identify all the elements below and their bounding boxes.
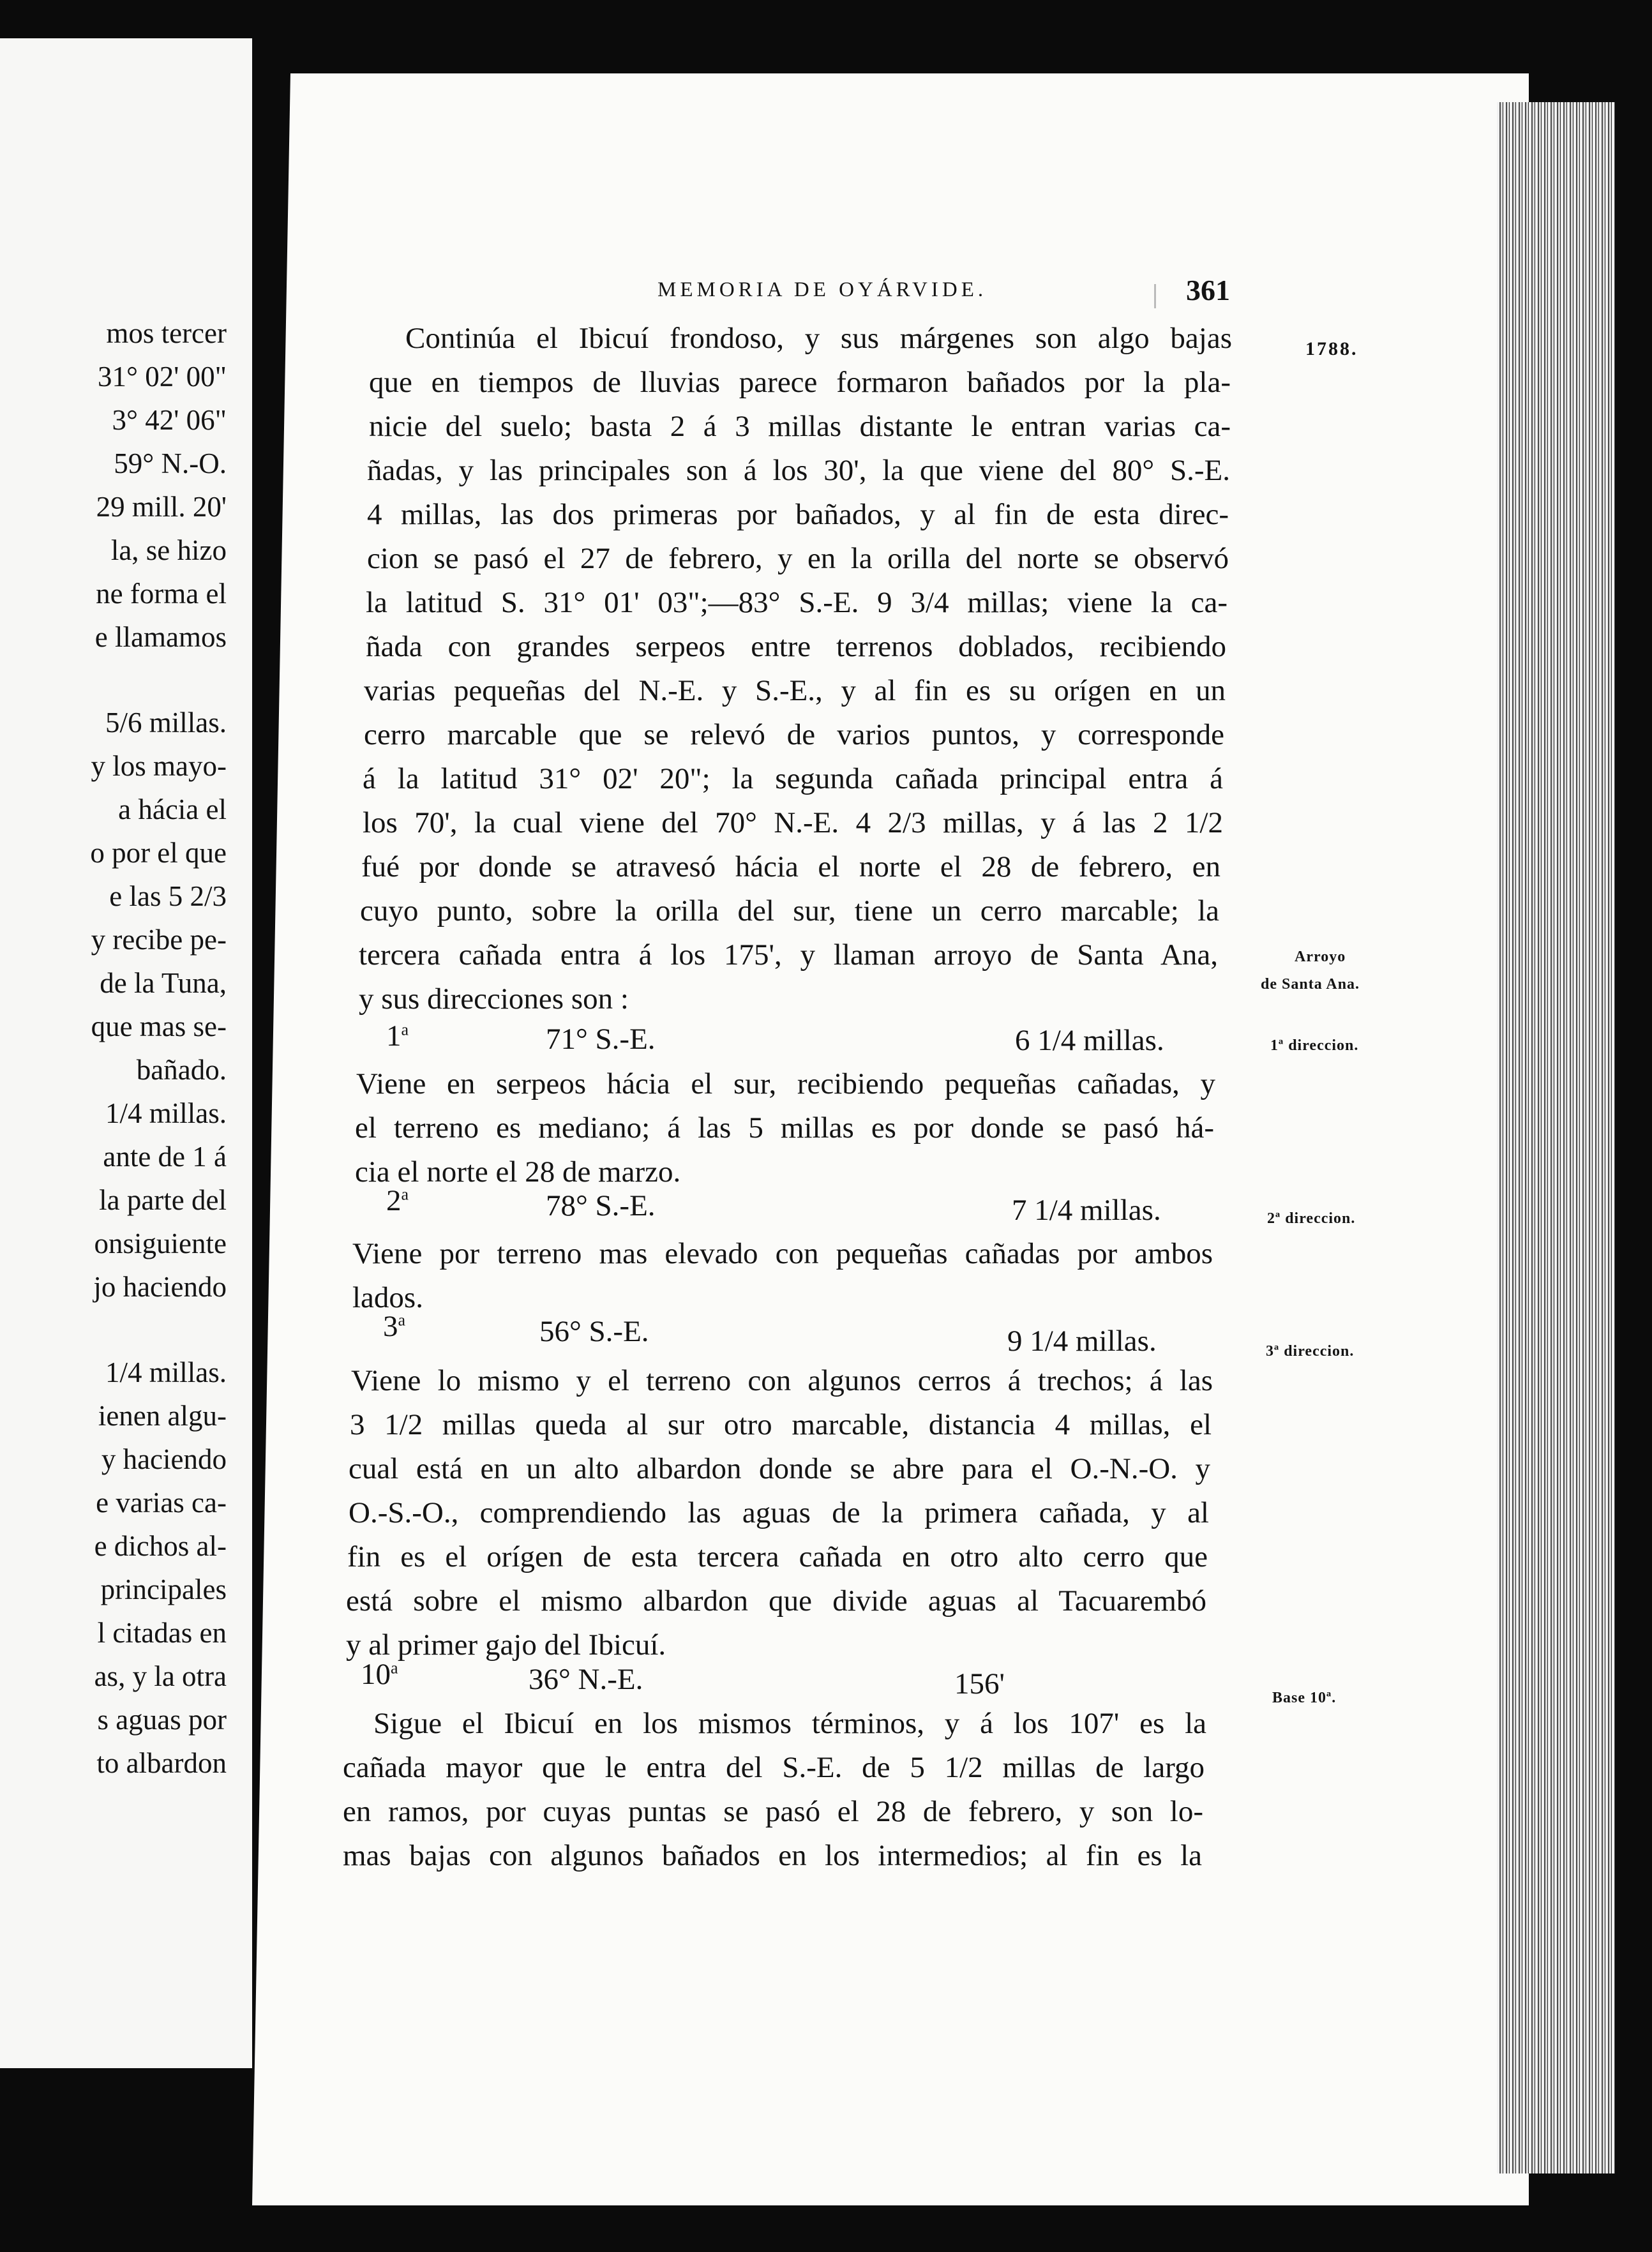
left-page-line: 3° 42' 06": [112, 404, 227, 436]
left-page-line: 5/6 millas.: [105, 707, 227, 739]
margin-year: 1788.: [1305, 338, 1358, 359]
text-line: mas bajas con algunos bañados en los intermedios; al fin es la: [343, 1839, 1202, 1872]
text-line: y al primer gajo del Ibicuí.: [346, 1628, 666, 1662]
text-line: cia el norte el 28 de marzo.: [355, 1155, 681, 1189]
margin-note-direccion-1: 1ª direccion.: [1270, 1037, 1359, 1054]
entry-bearing: 78° S.-E.: [546, 1189, 656, 1222]
facing-page-left: [0, 38, 252, 2068]
left-page-line: ante de 1 á: [103, 1141, 227, 1173]
left-page-line: as, y la otra: [94, 1660, 227, 1692]
text-line: á la latitud 31° 02' 20"; la segunda cañada principal entra á: [363, 762, 1223, 795]
left-page-line: ienen algu-: [98, 1400, 227, 1432]
entry-bearing: 71° S.-E.: [546, 1023, 656, 1056]
margin-note-direccion-3: 3ª direccion.: [1266, 1343, 1355, 1360]
left-page-line: 31° 02' 00": [98, 361, 227, 393]
margin-note-direccion-2: 2ª direccion.: [1267, 1210, 1356, 1227]
left-page-line: a hácia el: [118, 793, 227, 825]
text-line: tercera cañada entra á los 175', y llaman arroyo de Santa Ana,: [359, 938, 1218, 972]
entry-number: 10$^a$: [361, 1658, 398, 1691]
text-line: Sigue el Ibicuí en los mismos términos, y á los 107' es la: [373, 1707, 1206, 1740]
left-page-line: principales: [100, 1573, 227, 1605]
text-line: que en tiempos de lluvias parece formaron bañados por la pla-: [369, 366, 1231, 399]
left-page-line: ne forma el: [96, 578, 227, 610]
text-line: en ramos, por cuyas puntas se pasó el 28 de febrero, y son lo-: [343, 1795, 1203, 1828]
running-header: MEMORIA DE OYÁRVIDE.: [657, 278, 987, 301]
text-line: Viene por terreno mas elevado con pequeñas cañadas por ambos: [352, 1237, 1213, 1270]
left-page-line: de la Tuna,: [100, 967, 227, 999]
margin-note-arroyo: Arroyo: [1295, 949, 1346, 965]
text-line: ñadas, y las principales son á los 30', la que viene del 80° S.-E.: [367, 454, 1230, 487]
left-page-line: que mas se-: [91, 1010, 227, 1042]
left-page-line: y recibe pe-: [91, 924, 227, 956]
text-line: Continúa el Ibicuí frondoso, y sus márgenes son algo bajas: [405, 322, 1232, 355]
entry-bearing: 56° S.-E.: [539, 1315, 649, 1348]
text-line: está sobre el mismo albardon que divide aguas al Tacuarembó: [346, 1584, 1206, 1618]
text-line: fué por donde se atravesó hácia el norte el 28 de febrero, en: [361, 850, 1220, 883]
entry-number: 1$^a$: [386, 1019, 409, 1053]
text-line: 4 millas, las dos primeras por bañados, y al fin de esta direc-: [367, 498, 1229, 531]
left-page-line: bañado.: [136, 1054, 227, 1086]
margin-note-base: Base 10ª.: [1272, 1690, 1337, 1706]
left-page-line: mos tercer: [106, 317, 227, 349]
text-line: y sus direcciones son :: [359, 982, 629, 1016]
left-page-line: la, se hizo: [110, 534, 227, 566]
text-line: Viene en serpeos hácia el sur, recibiendo pequeñas cañadas, y: [356, 1067, 1215, 1100]
text-line: fin es el orígen de esta tercera cañada en otro alto cerro que: [347, 1540, 1208, 1573]
left-page-line: la parte del: [99, 1184, 227, 1216]
page-edges: [1497, 102, 1615, 2173]
text-line: los 70', la cual viene del 70° N.-E. 4 2/3 millas, y á las 2 1/2: [363, 806, 1223, 839]
left-page-line: 1/4 millas.: [105, 1356, 227, 1388]
entry-distance: 156': [954, 1667, 1005, 1700]
text-line: varias pequeñas del N.-E. y S.-E., y al fin es su orígen en un: [364, 674, 1226, 707]
text-line: cañada mayor que le entra del S.-E. de 5 1/2 millas de largo: [343, 1751, 1205, 1784]
text-line: el terreno es mediano; á las 5 millas es por donde se pasó há-: [355, 1111, 1214, 1145]
text-line: nicie del suelo; basta 2 á 3 millas distante le entran varias ca-: [369, 410, 1231, 443]
entry-bearing: 36° N.-E.: [529, 1663, 643, 1696]
left-page-line: jo haciendo: [93, 1271, 227, 1303]
left-page-line: 1/4 millas.: [105, 1097, 227, 1129]
left-page-line: l citadas en: [97, 1617, 227, 1649]
text-line: O.-S.-O., comprendiendo las aguas de la primera cañada, y al: [349, 1496, 1209, 1529]
text-line: Viene lo mismo y el terreno con algunos cerros á trechos; á las: [351, 1364, 1213, 1397]
left-page-line: onsiguiente: [94, 1227, 227, 1259]
left-page-line: e dichos al-: [94, 1530, 227, 1562]
margin-note-santa-ana: de Santa Ana.: [1261, 976, 1360, 993]
text-line: lados.: [352, 1281, 423, 1314]
left-page-line: e varias ca-: [96, 1487, 227, 1519]
text-line: la latitud S. 31° 01' 03";—83° S.-E. 9 3/4 millas; viene la ca-: [366, 586, 1228, 619]
text-line: cion se pasó el 27 de febrero, y en la orilla del norte se observó: [367, 542, 1229, 575]
left-page-line: s aguas por: [97, 1704, 227, 1736]
text-line: cerro marcable que se relevó de varios puntos, y corresponde: [364, 718, 1224, 751]
text-line: ñada con grandes serpeos entre terrenos doblados, recibiendo: [366, 630, 1226, 663]
page-number: 361: [1186, 274, 1230, 306]
header-divider: [1154, 284, 1156, 308]
left-page-line: 59° N.-O.: [114, 447, 227, 479]
left-page-line: o por el que: [90, 837, 227, 869]
entry-number: 3$^a$: [383, 1310, 406, 1343]
left-page-line: to albardon: [96, 1747, 227, 1779]
text-line: cual está en un alto albardon donde se abre para el O.-N.-O. y: [349, 1452, 1210, 1485]
left-page-line: y los mayo-: [91, 750, 227, 782]
left-page-line: y haciendo: [101, 1443, 227, 1475]
text-line: 3 1/2 millas queda al sur otro marcable, distancia 4 millas, el: [350, 1408, 1212, 1441]
entry-number: 2$^a$: [386, 1184, 409, 1217]
left-page-line: 29 mill. 20': [96, 491, 227, 523]
left-page-line: e llamamos: [94, 621, 227, 653]
entry-distance: 7 1/4 millas.: [1012, 1194, 1161, 1227]
entry-distance: 6 1/4 millas.: [1015, 1024, 1164, 1057]
entry-distance: 9 1/4 millas.: [1007, 1325, 1157, 1358]
text-line: cuyo punto, sobre la orilla del sur, tiene un cerro marcable; la: [360, 894, 1219, 927]
left-page-line: e las 5 2/3: [109, 880, 227, 912]
